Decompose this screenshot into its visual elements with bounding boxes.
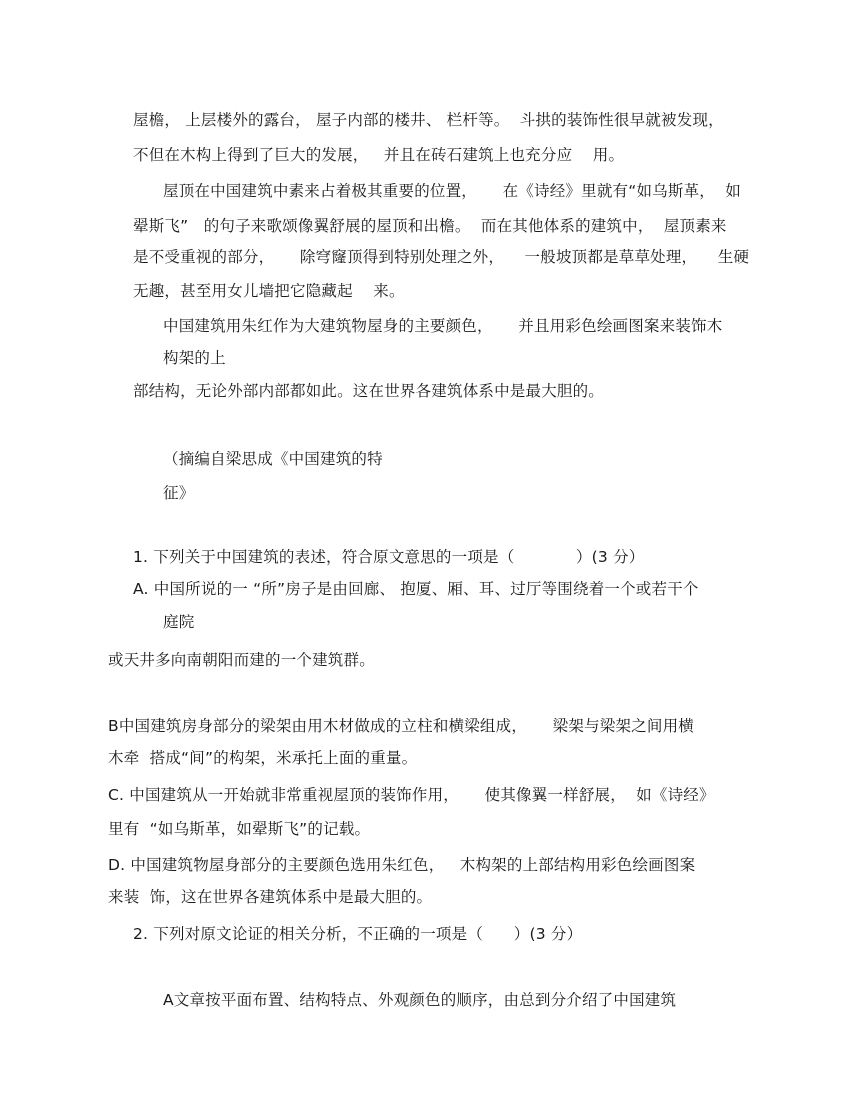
citation-line: 征》 [163, 484, 195, 502]
text-line: 屋顶在中国建筑中素来占着极其重要的位置， 在《诗经》里就有“如乌斯革， 如 [163, 182, 741, 200]
question-2-stem: 2. 下列对原文论证的相关分析，不正确的一项是（ ）(3 分） [133, 925, 583, 943]
question-1-option-d: D. 中国建筑物屋身部分的主要颜色选用朱红色， 木构架的上部结构用彩色绘画图案 [108, 856, 696, 874]
question-2-option-a: A文章按平面布置、结构特点、外观颜色的顺序，由总到分介绍了中国建筑 [163, 991, 677, 1009]
text-line: 屋檐， 上层楼外的露台， 屋子内部的楼井、 栏杆等。 斗拱的装饰性很早就被发现， [133, 111, 724, 129]
question-1-option-a-cont: 庭院 [163, 613, 195, 631]
citation-line: （摘编自梁思成《中国建筑的特 [163, 450, 383, 468]
text-line: 中国建筑用朱红作为大建筑物屋身的主要颜色， 并且用彩色绘画图案来装饰木 [163, 317, 723, 335]
question-1-stem: 1. 下列关于中国建筑的表述，符合原文意思的一项是（ ）(3 分） [133, 548, 645, 566]
question-1-option-a: A. 中国所说的一 “所”房子是由回廊、 抱厦、厢、耳、过厅等围绕着一个或若干个 [133, 580, 699, 598]
text-line: 翚斯飞” 的句子来歌颂像翼舒展的屋顶和出檐。 而在其他体系的建筑中， 屋顶素来 [133, 217, 727, 235]
question-1-option-a-cont: 或天井多向南朝阳而建的一个建筑群。 [108, 651, 375, 669]
question-1-option-d-cont: 来装 饰，这在世界各建筑体系中是最大胆的。 [108, 888, 433, 906]
question-1-option-c-cont: 里有 “如乌斯革，如翚斯飞”的记载。 [108, 820, 371, 838]
question-1-option-b: B中国建筑房身部分的梁架由用木材做成的立柱和横梁组成， 梁架与梁架之间用横 [108, 717, 694, 735]
text-line: 不但在木构上得到了巨大的发展， 并且在砖石建筑上也充分应 用。 [133, 146, 625, 164]
text-line: 是不受重视的部分， 除穹窿顶得到特别处理之外， 一般坡顶都是草草处理， 生硬 [133, 248, 750, 266]
question-1-option-b-cont: 木牵 搭成“间”的构架，米承托上面的重量。 [108, 749, 418, 767]
text-line: 构架的上 [163, 349, 226, 367]
text-line: 部结构，无论外部内部都如此。这在世界各建筑体系中是最大胆的。 [133, 382, 605, 400]
question-1-option-c: C. 中国建筑从一开始就非常重视屋顶的装饰作用， 使其像翼一样舒展， 如《诗经》 [108, 786, 715, 804]
text-line: 无趣，甚至用女儿墙把它隐藏起 来。 [133, 282, 405, 300]
